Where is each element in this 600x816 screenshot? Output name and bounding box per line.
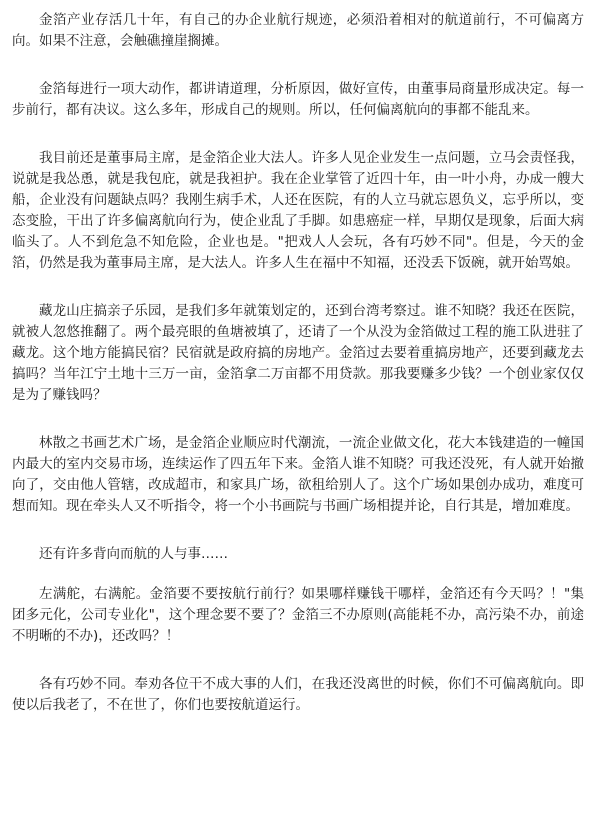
paragraph-8: 各有巧妙不同。奉劝各位干不成大事的人们，在我还没离世的时候，你们不可偏离航向。即使以后我老了，不在世了，你们也要按航道运行。	[12, 676, 584, 713]
paragraph-7: 左满舵，右满舵。金箔要不要按航行前行？如果哪样赚钱干哪样，金箔还有今天吗？！"集团多元化，公司专业化"，这个理念要不要了？金箔三不办原则(高能耗不办，高污染不办，前途不明晰的不办)，还改吗？！	[12, 586, 584, 644]
paragraph-2: 金箔每进行一项大动作，都讲请道理，分析原因，做好宣传，由董事局商量形成决定。每一步前行，都有决议。这么多年，形成自己的规则。所以，任何偏离航向的事都不能乱来。	[12, 81, 584, 118]
paragraph-1: 金箔产业存活几十年，有自己的办企业航行规迹，必须沿着相对的航道前行，不可偏离方向。如果不注意，会触礁撞崖搁摊。	[12, 12, 584, 49]
paragraph-4: 藏龙山庄搞亲子乐园，是我们多年就策划定的，还到台湾考察过。谁不知晓？我还在医院，就被人忽悠推翻了。两个最亮眼的鱼塘被填了，还请了一个从没为金箔做过工程的施工队进驻了藏龙。这个地方能搞民宿？民宿就是政府搞的房地产。金箔过去要着重搞房地产，还要到藏龙去搞吗？当年江宁土地十三万一亩，金箔拿二万亩都不用贷款。那我要赚多少钱？一个创业家仅仅是为了赚钱吗？	[12, 303, 584, 403]
paragraph-5: 林散之书画艺术广场，是金箔企业顺应时代潮流，一流企业做文化，花大本钱建造的一幢国内最大的室内交易市场，连续运作了四五年下来。金箔人谁不知晓？可我还没死，有人就开始撤向了，交由他人管辖，改成超市，和家具广场，欲租给别人了。这个广场如果创办成功，难度可想而知。现在牵头人又不听指令，将一个小书画院与书画广场相提并论，自行其是，增加难度。	[12, 435, 584, 514]
paragraph-3: 我目前还是董事局主席，是金箔企业大法人。许多人见企业发生一点问题，立马会责怪我，说就是我怂恿，就是我包庇，就是我袒护。我在企业掌管了近四十年，由一叶小舟，办成一艘大船，企业没有问题缺点吗？我刚生病手术，人还在医院，有的人立马就忘恩负义，忘乎所以，变态变脸，干出了许多偏离航向行为，使企业乱了手脚。如患癌症一样，早期仅是现象，后面大病临头了。人不到危急不知危险，企业也是。"把戏人人会玩，各有巧妙不同"。但是，今天的金箔，仍然是我为董事局主席，是大法人。许多人生在福中不知福，还没丢下饭碗，就开始骂娘。	[12, 150, 584, 271]
paragraph-6: 还有许多背向而航的人与事……	[39, 546, 228, 562]
